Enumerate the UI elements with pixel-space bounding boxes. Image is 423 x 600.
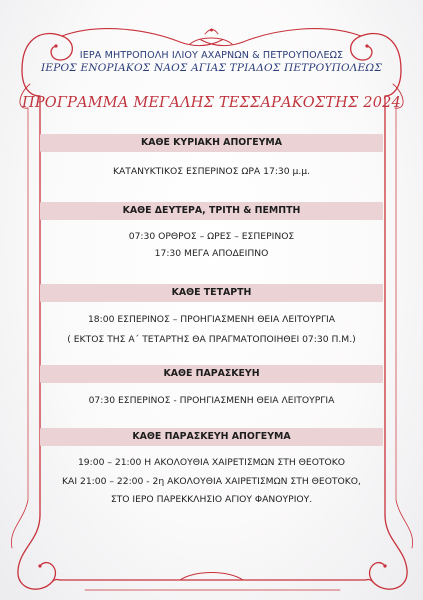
section-heading-friday bbox=[40, 365, 383, 383]
metropolis-name: ΙΕΡΑ ΜΗΤΡΟΠΟΛΗ ΙΛΙΟΥ ΑΧΑΡΝΩΝ & ΠΕΤΡΟΥΠΟΛΕΩΣ bbox=[79, 50, 344, 61]
schedule-line: 19:00 – 21:00 Η ΑΚΟΛΟΥΘΙΑ ΧΑΙΡΕΤΙΣΜΩΝ ΣΤΗ ΘΕΟΤΟΚΟ bbox=[77, 457, 346, 468]
page-title: ΠΡΟΓΡΑΜΜΑ ΜΕΓΑΛΗΣ ΤΕΣΣΑΡΑΚΟΣΤΗΣ 2024 bbox=[21, 95, 401, 111]
section-heading-friday-evening bbox=[40, 428, 383, 446]
section-heading-label: ΚΑΘΕ ΠΑΡΑΣΚΕΥΗ bbox=[163, 368, 260, 379]
section-heading-label: ΚΑΘΕ ΚΥΡΙΑΚΗ ΑΠΟΓΕΥΜΑ bbox=[140, 137, 283, 148]
schedule-line: 07:30 ΟΡΘΡΟΣ – ΩΡΕΣ – ΕΣΠΕΡΙΝΟΣ bbox=[128, 231, 295, 242]
section-heading-label: ΚΑΘΕ ΠΑΡΑΣΚΕΥΗ ΑΠΟΓΕΥΜΑ bbox=[132, 431, 291, 442]
schedule-line: ΣΤΟ ΙΕΡΟ ΠΑΡΕΚΚΛΗΣΙΟ ΑΓΙΟΥ ΦΑΝΟΥΡΙΟΥ. bbox=[110, 494, 313, 505]
schedule-line: 17:30 ΜΕΓΑ ΑΠΟΔΕΙΠΝΟ bbox=[154, 248, 269, 259]
section-heading-label: ΚΑΘΕ ΔΕΥΤΕΡΑ, ΤΡΙΤΗ & ΠΕΜΠΤΗ bbox=[122, 205, 301, 216]
schedule-note: ( ΕΚΤΟΣ ΤΗΣ Α΄ ΤΕΤΑΡΤΗΣ ΘΑ ΠΡΑΓΜΑΤΟΠΟΙΗΘΕΙ 07:30 Π.Μ.) bbox=[67, 334, 356, 345]
schedule-line: 18:00 ΕΣΠΕΡΙΝΟΣ – ΠΡΟΗΓΙΑΣΜΕΝΗ ΘΕΙΑ ΛΕΙΤΟΥΡΓΙΑ bbox=[87, 314, 336, 325]
section-heading-sunday-evening bbox=[40, 134, 383, 152]
section-heading-label: ΚΑΘΕ ΤΕΤΑΡΤΗ bbox=[171, 287, 252, 298]
schedule-line: ΚΑΙ 21:00 – 22:00 - 2η ΑΚΟΛΟΥΘΙΑ ΧΑΙΡΕΤΙΣΜΩΝ ΣΤΗ ΘΕΟΤΟΚΟ, bbox=[62, 476, 361, 487]
schedule-line: ΚΑΤΑΝΥΚΤΙΚΟΣ ΕΣΠΕΡΙΝΟΣ ΩΡΑ 17:30 μ.μ. bbox=[112, 166, 311, 177]
section-heading-wednesday bbox=[40, 284, 383, 302]
section-heading-mon-tue-thu bbox=[40, 202, 383, 220]
parish-name: ΙΕΡΟΣ ΕΝΟΡΙΑΚΟΣ ΝΑΟΣ ΑΓΙΑΣ ΤΡΙΑΔΟΣ ΠΕΤΡΟΥΠΟΛΕΩΣ bbox=[41, 62, 382, 74]
schedule-line: 07:30 ΕΣΠΕΡΙΝΟΣ - ΠΡΟΗΓΙΑΣΜΕΝΗ ΘΕΙΑ ΛΕΙΤΟΥΡΓΙΑ bbox=[88, 395, 335, 406]
